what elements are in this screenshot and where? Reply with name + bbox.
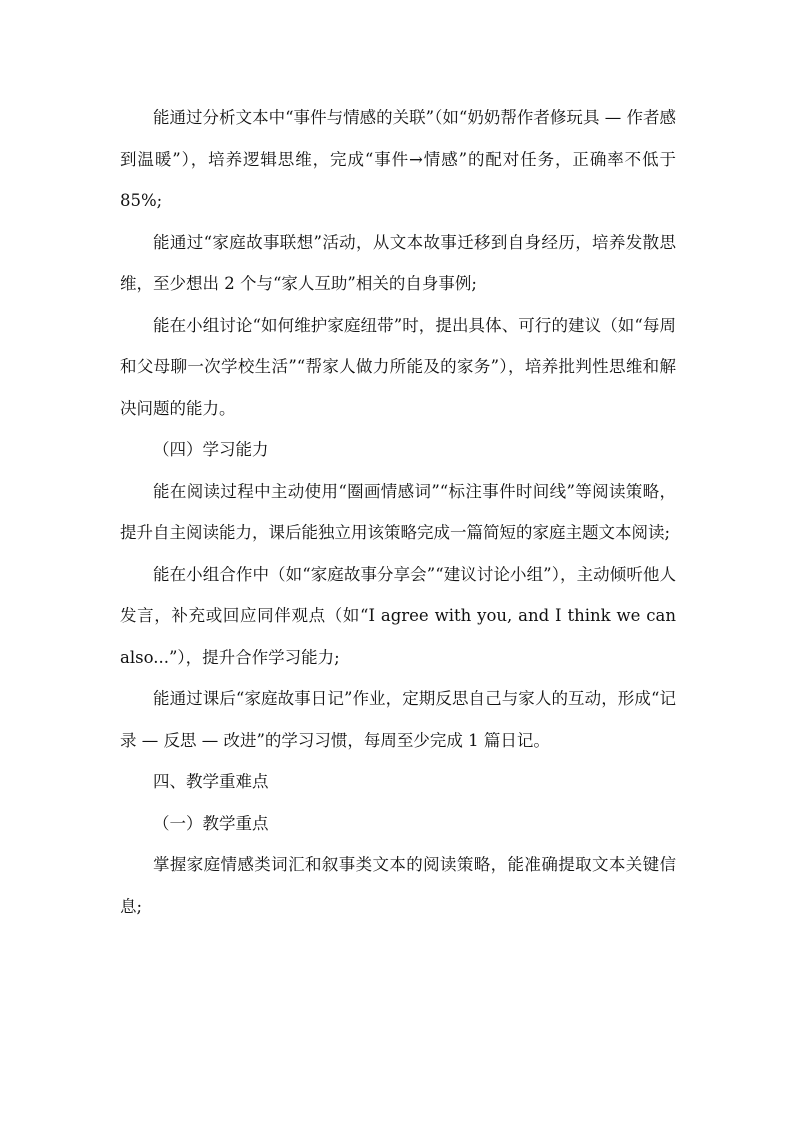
heading-learning-ability: （四）学习能力 — [153, 440, 269, 459]
paragraph-family-story-diary: 能通过课后“家庭故事日记”作业，定期反思自己与家人的互动，形成“记录 — 反思 — 改进”的学习习惯，每周至少完成 1 篇日记。 — [120, 689, 676, 750]
paragraph-group-cooperation: 能在小组合作中（如“家庭故事分享会”“建议讨论小组”），主动倾听他人发言，补充或回应同伴观点（如“I agree with you, and I think we can also...”），提升合作学习能力; — [120, 564, 676, 667]
paragraph-family-story-association: 能通过“家庭故事联想”活动，从文本故事迁移到自身经历，培养发散思维，至少想出 2 个与“家人互助”相关的自身事例; — [120, 232, 676, 293]
paragraph-reading-strategies: 能在阅读过程中主动使用“圈画情感词”“标注事件时间线”等阅读策略，提升自主阅读能力，课后能独立用该策略完成一篇简短的家庭主题文本阅读; — [120, 481, 676, 542]
paragraph-master-vocabulary-strategies: 掌握家庭情感类词汇和叙事类文本的阅读策略，能准确提取文本关键信息; — [120, 855, 676, 916]
heading-teaching-key-difficult-points: 四、教学重难点 — [153, 772, 269, 791]
heading-teaching-key-points: （一）教学重点 — [153, 813, 269, 833]
paragraph-group-discussion: 能在小组讨论“如何维护家庭纽带”时，提出具体、可行的建议（如“每周和父母聊一次学校生活”“帮家人做力所能及的家务”），培养批判性思维和解决问题的能力。 — [120, 315, 676, 418]
paragraph-event-emotion-link: 能通过分析文本中“事件与情感的关联”（如“奶奶帮作者修玩具 — 作者感到温暖”），培养逻辑思维，完成“事件→情感”的配对任务，正确率不低于 85%; — [120, 108, 676, 210]
document-body — [120, 97, 676, 927]
